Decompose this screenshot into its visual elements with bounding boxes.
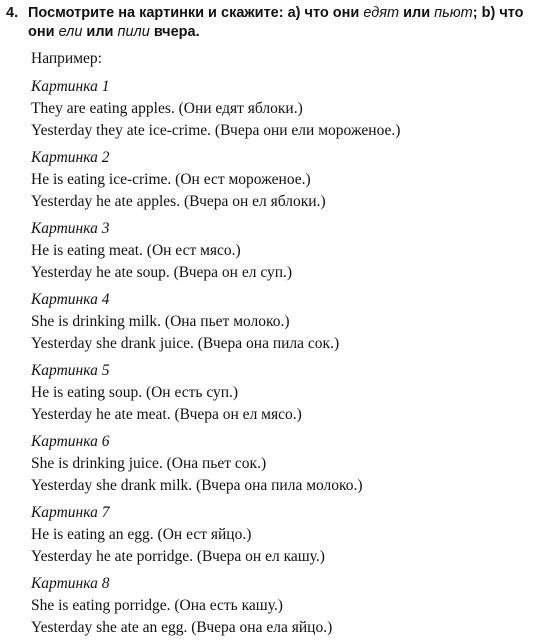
picture-label: Картинка 5 <box>31 362 110 379</box>
picture-label: Картинка 4 <box>31 291 110 308</box>
picture-block-8 <box>31 573 551 639</box>
picture-label: Картинка 3 <box>31 220 110 237</box>
task-number: 4. <box>6 5 19 21</box>
past-sentence: Yesterday they ate ice-crime. (Вчера они ели мороженое.) <box>31 122 401 139</box>
task-italic-drink: пьют <box>434 5 473 21</box>
past-sentence: Yesterday he ate apples. (Вчера он ел яблоки.) <box>31 193 326 210</box>
present-sentence: They are eating apples. (Они едят яблоки.) <box>31 100 303 117</box>
picture-label: Картинка 1 <box>31 78 110 95</box>
picture-block-7 <box>31 502 551 568</box>
present-sentence: He is eating ice-crime. (Он ест мороженое.) <box>31 171 311 188</box>
past-sentence: Yesterday she drank juice. (Вчера она пила сок.) <box>31 335 340 352</box>
task-text-part-4: или <box>82 24 118 40</box>
picture-block-5 <box>31 360 551 426</box>
task-heading <box>6 4 551 42</box>
picture-block-4 <box>31 289 551 355</box>
present-sentence: She is drinking milk. (Она пьет молоко.) <box>31 313 290 330</box>
picture-block-1 <box>31 76 551 142</box>
present-sentence: She is eating porridge. (Она есть кашу.) <box>31 597 283 614</box>
task-text-part-3: ; b) что они <box>28 5 524 40</box>
past-sentence: Yesterday he ate porridge. (Вчера он ел кашу.) <box>31 548 325 565</box>
example-label: Например: <box>31 50 102 67</box>
answer-content <box>31 48 551 644</box>
past-sentence: Yesterday she ate an egg. (Вчера она ела яйцо.) <box>31 619 333 636</box>
task-text-part-2: или <box>399 5 435 21</box>
past-sentence: Yesterday he ate meat. (Вчера он ел мясо.) <box>31 406 302 423</box>
picture-block-6 <box>31 431 551 497</box>
picture-label: Картинка 2 <box>31 149 110 166</box>
past-sentence: Yesterday she drank milk. (Вчера она пила молоко.) <box>31 477 363 494</box>
picture-label: Картинка 7 <box>31 504 110 521</box>
task-instruction <box>28 4 551 42</box>
past-sentence: Yesterday he ate soup. (Вчера он ел суп.) <box>31 264 293 281</box>
present-sentence: He is eating an egg. (Он ест яйцо.) <box>31 526 252 543</box>
present-sentence: He is eating meat. (Он ест мясо.) <box>31 242 241 259</box>
picture-label: Картинка 8 <box>31 575 110 592</box>
picture-block-2 <box>31 147 551 213</box>
task-italic-eat: едят <box>363 5 400 21</box>
task-text-part-1: Посмотрите на картинки и скажите: a) что они <box>28 5 364 21</box>
picture-block-3 <box>31 218 551 284</box>
task-italic-drank: пили <box>117 24 150 40</box>
present-sentence: She is drinking juice. (Она пьет сок.) <box>31 455 267 472</box>
task-text-part-5: вчера. <box>149 24 200 40</box>
picture-label: Картинка 6 <box>31 433 110 450</box>
present-sentence: He is eating soup. (Он есть суп.) <box>31 384 239 401</box>
task-italic-ate: ели <box>58 24 83 40</box>
